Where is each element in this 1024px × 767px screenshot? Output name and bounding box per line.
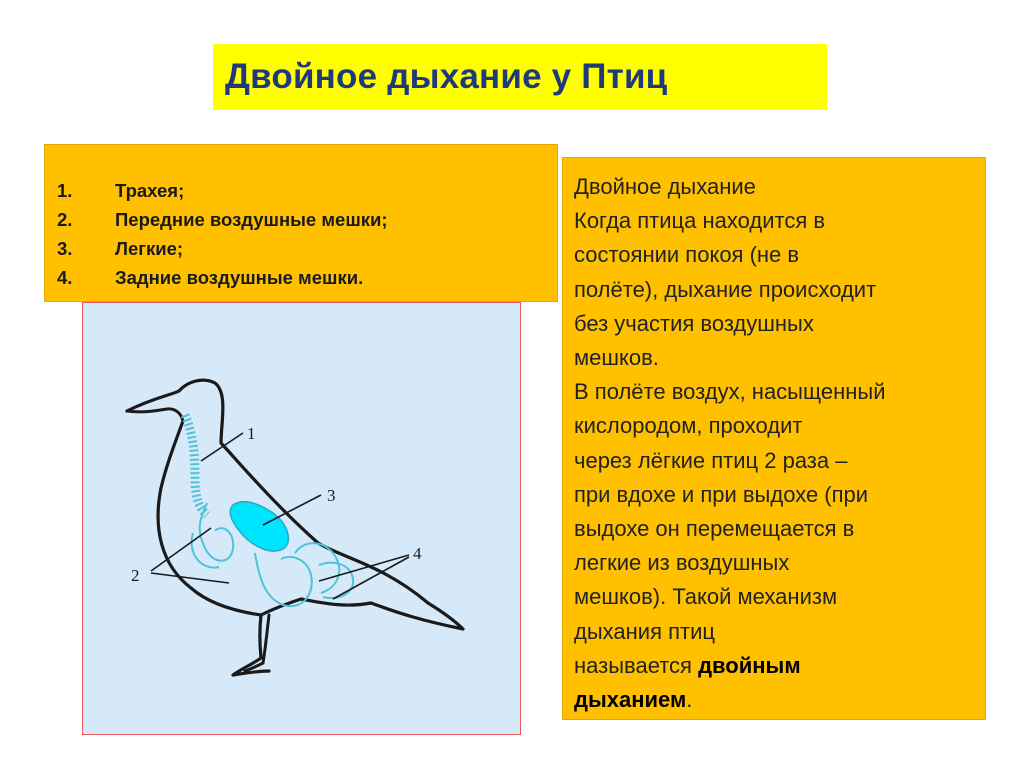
description-text — [574, 170, 985, 717]
description-line: мешков). Такой механизм — [574, 584, 838, 610]
legend-label: Трахея; — [115, 180, 185, 201]
legend-box — [44, 144, 558, 302]
lung — [230, 502, 288, 551]
description-line: выдохе он перемещается в — [574, 516, 855, 542]
pointer-line-2b — [151, 573, 229, 583]
description-line: мешков. — [574, 345, 659, 371]
description-line: полёте), дыхание происходит — [574, 276, 877, 302]
description-line: при вдохе и при выдохе (при — [574, 481, 869, 507]
description-line: без участия воздушных — [574, 310, 814, 336]
description-line: Когда птица находится в — [574, 208, 826, 234]
description-line: дыхания птиц — [574, 618, 715, 644]
legend-number: 3. — [57, 238, 73, 259]
description-line: Двойное дыхание — [574, 174, 756, 199]
legend-label: Легкие; — [115, 238, 184, 259]
bird-diagram-svg — [83, 303, 520, 734]
anterior-air-sacs — [192, 503, 234, 568]
description-line: состоянии покоя (не в — [574, 242, 800, 268]
title-banner — [213, 44, 827, 110]
description-line: легкие из воздушных — [574, 550, 790, 576]
description-box — [562, 157, 986, 720]
legend-list — [57, 176, 557, 292]
trachea — [185, 415, 207, 515]
diagram-label-4: 4 — [413, 544, 422, 563]
diagram-label-2: 2 — [131, 566, 140, 585]
legend-number: 1. — [57, 180, 73, 201]
legend-item-posterior-air-sacs — [57, 263, 557, 292]
bird-beak — [127, 409, 183, 421]
bird-leg — [245, 615, 269, 671]
description-line: В полёте воздух, насыщенный — [574, 379, 886, 405]
description-line: называется — [574, 652, 699, 678]
description-line: кислородом, проходит — [574, 413, 803, 439]
legend-item-anterior-air-sacs — [57, 205, 557, 234]
bird-body-outline — [127, 380, 463, 675]
legend-label: Передние воздушные мешки; — [115, 209, 388, 230]
pointer-line-4b — [333, 557, 409, 599]
bird-diagram — [82, 302, 521, 735]
description-tail: . — [686, 687, 693, 713]
description-line: через лёгкие птиц 2 раза – — [574, 447, 848, 473]
description-bold-term: дыханием — [574, 687, 687, 713]
page-title: Двойное дыхание у Птиц — [225, 57, 668, 96]
diagram-label-3: 3 — [327, 486, 336, 505]
pointer-line-4a — [319, 555, 409, 581]
legend-item-lungs — [57, 234, 557, 263]
pointer-lines — [151, 433, 409, 599]
legend-number: 2. — [57, 209, 73, 230]
legend-number: 4. — [57, 267, 73, 288]
legend-label: Задние воздушные мешки. — [115, 267, 364, 288]
diagram-label-1: 1 — [247, 424, 256, 443]
description-bold-term: двойным — [698, 652, 801, 678]
legend-item-trachea — [57, 176, 557, 205]
